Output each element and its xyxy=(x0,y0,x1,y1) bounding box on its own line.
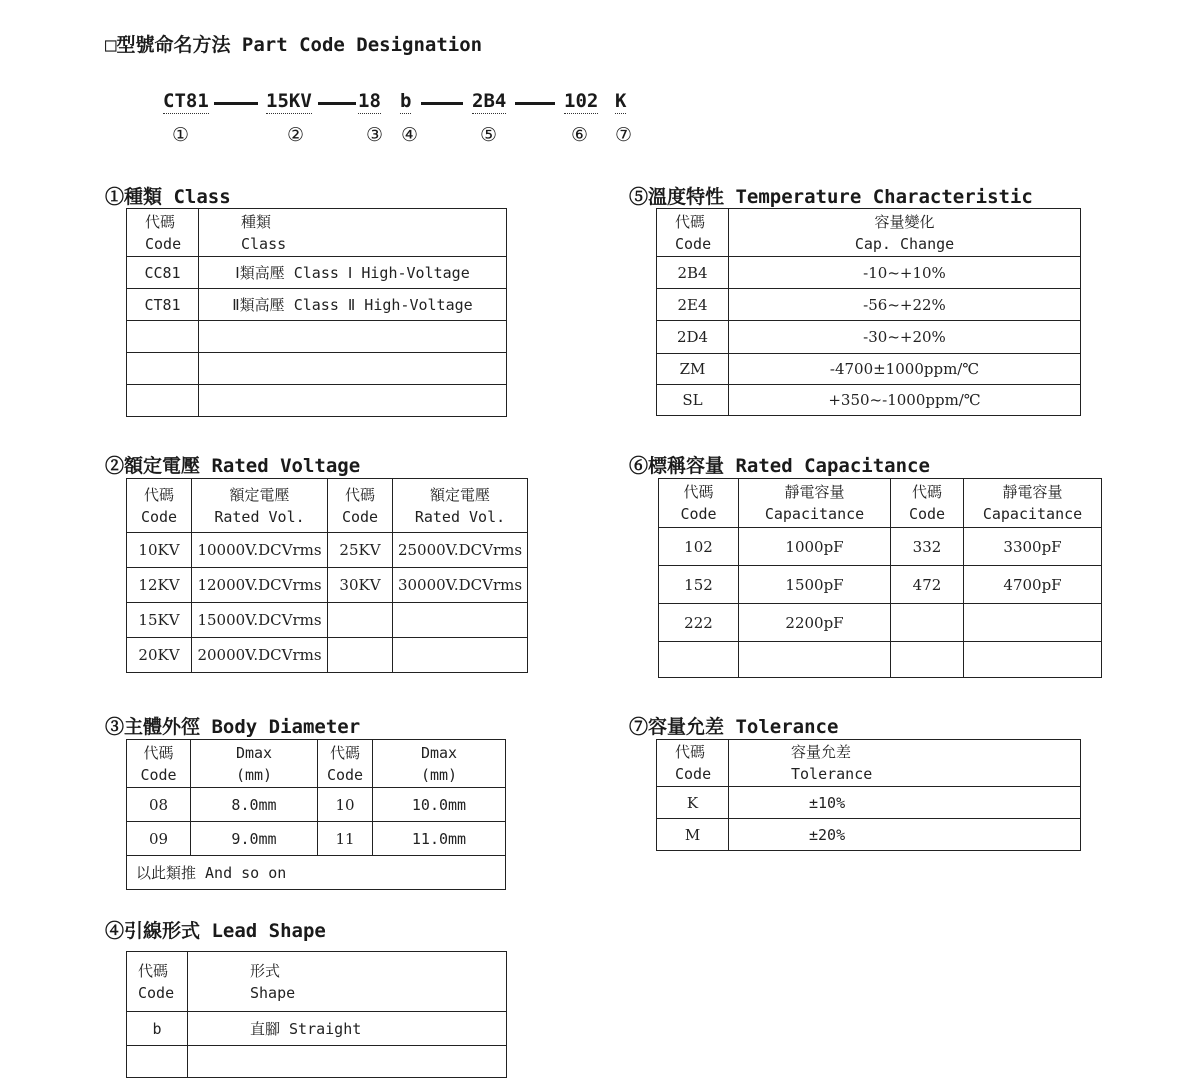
code-segment-voltage: 15KV xyxy=(266,90,312,112)
table-row xyxy=(657,385,1081,416)
section-title-class: ①種類 Class xyxy=(105,186,231,208)
table-row xyxy=(127,822,506,856)
table-row xyxy=(127,533,528,568)
temperature-table xyxy=(656,208,1081,416)
code-number: ② xyxy=(287,124,305,146)
table-cell: SL xyxy=(657,385,729,416)
header-tolerance: 容量允差 Tolerance xyxy=(729,740,1081,787)
table-header-row xyxy=(127,952,507,1012)
table-row xyxy=(659,642,1102,678)
table-note: 以此類推 And so on xyxy=(127,856,506,890)
code-dash xyxy=(318,102,356,105)
table-header-row xyxy=(657,209,1081,257)
table-cell: 30000V.DCVrms xyxy=(393,568,528,603)
code-number: ③ xyxy=(366,124,384,146)
table-cell: Ⅱ類高壓 Class Ⅱ High-Voltage xyxy=(199,289,507,321)
table-cell: -30~+20% xyxy=(729,321,1081,354)
header-dmax: Dmax (mm) xyxy=(373,740,506,788)
header-code: 代碼 Code xyxy=(127,479,192,533)
table-cell: 25000V.DCVrms xyxy=(393,533,528,568)
header-dmax: Dmax (mm) xyxy=(191,740,318,788)
table-cell xyxy=(328,603,393,638)
table-row xyxy=(127,385,507,417)
table-cell: 222 xyxy=(659,604,739,642)
table-cell: CC81 xyxy=(127,257,199,289)
table-row xyxy=(127,353,507,385)
table-row xyxy=(127,603,528,638)
code-dash xyxy=(421,102,463,105)
code-segment-class: CT81 xyxy=(163,90,209,112)
table-cell: 15000V.DCVrms xyxy=(192,603,328,638)
section-title-lead: ④引線形式 Lead Shape xyxy=(105,920,326,942)
table-cell xyxy=(328,638,393,673)
table-row xyxy=(657,819,1081,851)
table-cell xyxy=(393,638,528,673)
table-cell: 2D4 xyxy=(657,321,729,354)
header-capacitance: 靜電容量 Capacitance xyxy=(739,479,891,528)
table-row xyxy=(659,528,1102,566)
table-row xyxy=(127,788,506,822)
table-header-row xyxy=(127,740,506,788)
table-cell: 2E4 xyxy=(657,289,729,321)
table-cell: 30KV xyxy=(328,568,393,603)
code-number: ④ xyxy=(401,124,419,146)
table-header-row xyxy=(659,479,1102,528)
table-cell: 2200pF xyxy=(739,604,891,642)
table-cell: Ⅰ類高壓 Class Ⅰ High-Voltage xyxy=(199,257,507,289)
table-row xyxy=(127,638,528,673)
table-cell: 08 xyxy=(127,788,191,822)
table-row xyxy=(127,856,506,890)
table-cell: 10000V.DCVrms xyxy=(192,533,328,568)
table-cell: 11 xyxy=(318,822,373,856)
table-cell: ZM xyxy=(657,354,729,385)
table-cell: 12KV xyxy=(127,568,192,603)
table-cell: 4700pF xyxy=(964,566,1102,604)
table-row xyxy=(657,321,1081,354)
header-code: 代碼 Code xyxy=(127,952,188,1012)
table-cell: 10KV xyxy=(127,533,192,568)
table-cell xyxy=(393,603,528,638)
table-row xyxy=(659,604,1102,642)
table-cell xyxy=(964,604,1102,642)
table-header-row xyxy=(127,209,507,257)
table-cell: 2B4 xyxy=(657,257,729,289)
table-cell: ±20% xyxy=(729,819,1081,851)
header-code: 代碼 Code xyxy=(328,479,393,533)
table-cell: 102 xyxy=(659,528,739,566)
table-cell: 3300pF xyxy=(964,528,1102,566)
table-cell: K xyxy=(657,787,729,819)
code-number: ⑦ xyxy=(615,124,633,146)
class-table xyxy=(126,208,507,417)
table-row xyxy=(657,289,1081,321)
header-rated-voltage: 額定電壓 Rated Vol. xyxy=(192,479,328,533)
table-row xyxy=(659,566,1102,604)
header-rated-voltage: 額定電壓 Rated Vol. xyxy=(393,479,528,533)
header-capacitance: 靜電容量 Capacitance xyxy=(964,479,1102,528)
diameter-table xyxy=(126,739,506,890)
code-segment-temp: 2B4 xyxy=(472,90,507,112)
table-cell: 15KV xyxy=(127,603,192,638)
table-row xyxy=(127,1012,507,1046)
table-cell: 332 xyxy=(891,528,964,566)
voltage-table xyxy=(126,478,528,673)
header-code: 代碼 Code xyxy=(657,740,729,787)
table-cell: M xyxy=(657,819,729,851)
table-cell: 20KV xyxy=(127,638,192,673)
code-segment-lead: b xyxy=(400,90,412,112)
table-cell: 11.0mm xyxy=(373,822,506,856)
header-code: 代碼 Code xyxy=(127,740,191,788)
page-title: □型號命名方法 Part Code Designation xyxy=(105,34,483,56)
table-cell: 1500pF xyxy=(739,566,891,604)
table-cell: 12000V.DCVrms xyxy=(192,568,328,603)
table-cell: 10 xyxy=(318,788,373,822)
table-cell: 09 xyxy=(127,822,191,856)
section-title-capacitance: ⑥標稱容量 Rated Capacitance xyxy=(629,455,930,477)
tolerance-table xyxy=(656,739,1081,851)
table-cell xyxy=(891,604,964,642)
table-row xyxy=(127,1046,507,1078)
capacitance-table xyxy=(658,478,1102,678)
table-header-row xyxy=(127,479,528,533)
table-header-row xyxy=(657,740,1081,787)
header-cap-change: 容量變化 Cap. Change xyxy=(729,209,1081,257)
table-row xyxy=(127,289,507,321)
header-code: 代碼 Code xyxy=(657,209,729,257)
table-cell: 472 xyxy=(891,566,964,604)
table-cell: CT81 xyxy=(127,289,199,321)
section-title-tolerance: ⑦容量允差 Tolerance xyxy=(629,716,839,738)
header-shape: 形式 Shape xyxy=(188,952,507,1012)
table-row xyxy=(657,354,1081,385)
code-number: ⑥ xyxy=(571,124,589,146)
table-cell: 9.0mm xyxy=(191,822,318,856)
header-code: 代碼 Code xyxy=(659,479,739,528)
code-segment-tolerance: K xyxy=(615,90,627,112)
header-code: 代碼 Code xyxy=(891,479,964,528)
table-cell: 1000pF xyxy=(739,528,891,566)
section-title-voltage: ②額定電壓 Rated Voltage xyxy=(105,455,361,477)
section-title-temperature: ⑤溫度特性 Temperature Characteristic xyxy=(629,186,1033,208)
table-row xyxy=(127,321,507,353)
table-cell: 25KV xyxy=(328,533,393,568)
table-row xyxy=(657,787,1081,819)
code-number: ⑤ xyxy=(480,124,498,146)
section-title-diameter: ③主體外徑 Body Diameter xyxy=(105,716,361,738)
table-row xyxy=(657,257,1081,289)
table-cell: 20000V.DCVrms xyxy=(192,638,328,673)
lead-table xyxy=(126,951,507,1078)
table-cell: ±10% xyxy=(729,787,1081,819)
table-cell: 10.0mm xyxy=(373,788,506,822)
code-segment-capacitance: 102 xyxy=(564,90,599,112)
code-segment-diameter: 18 xyxy=(358,90,381,112)
table-cell: -4700±1000ppm/℃ xyxy=(729,354,1081,385)
table-cell: 152 xyxy=(659,566,739,604)
code-dash xyxy=(214,102,258,105)
table-cell: 8.0mm xyxy=(191,788,318,822)
table-cell: b xyxy=(127,1012,188,1046)
code-dash xyxy=(515,102,555,105)
table-cell: +350~-1000ppm/℃ xyxy=(729,385,1081,416)
header-code: 代碼 Code xyxy=(127,209,199,257)
table-row xyxy=(127,568,528,603)
header-class: 種類 Class xyxy=(199,209,507,257)
table-cell: -10~+10% xyxy=(729,257,1081,289)
table-cell: -56~+22% xyxy=(729,289,1081,321)
table-row xyxy=(127,257,507,289)
header-code: 代碼 Code xyxy=(318,740,373,788)
table-cell: 直腳 Straight xyxy=(188,1012,507,1046)
code-number: ① xyxy=(172,124,190,146)
